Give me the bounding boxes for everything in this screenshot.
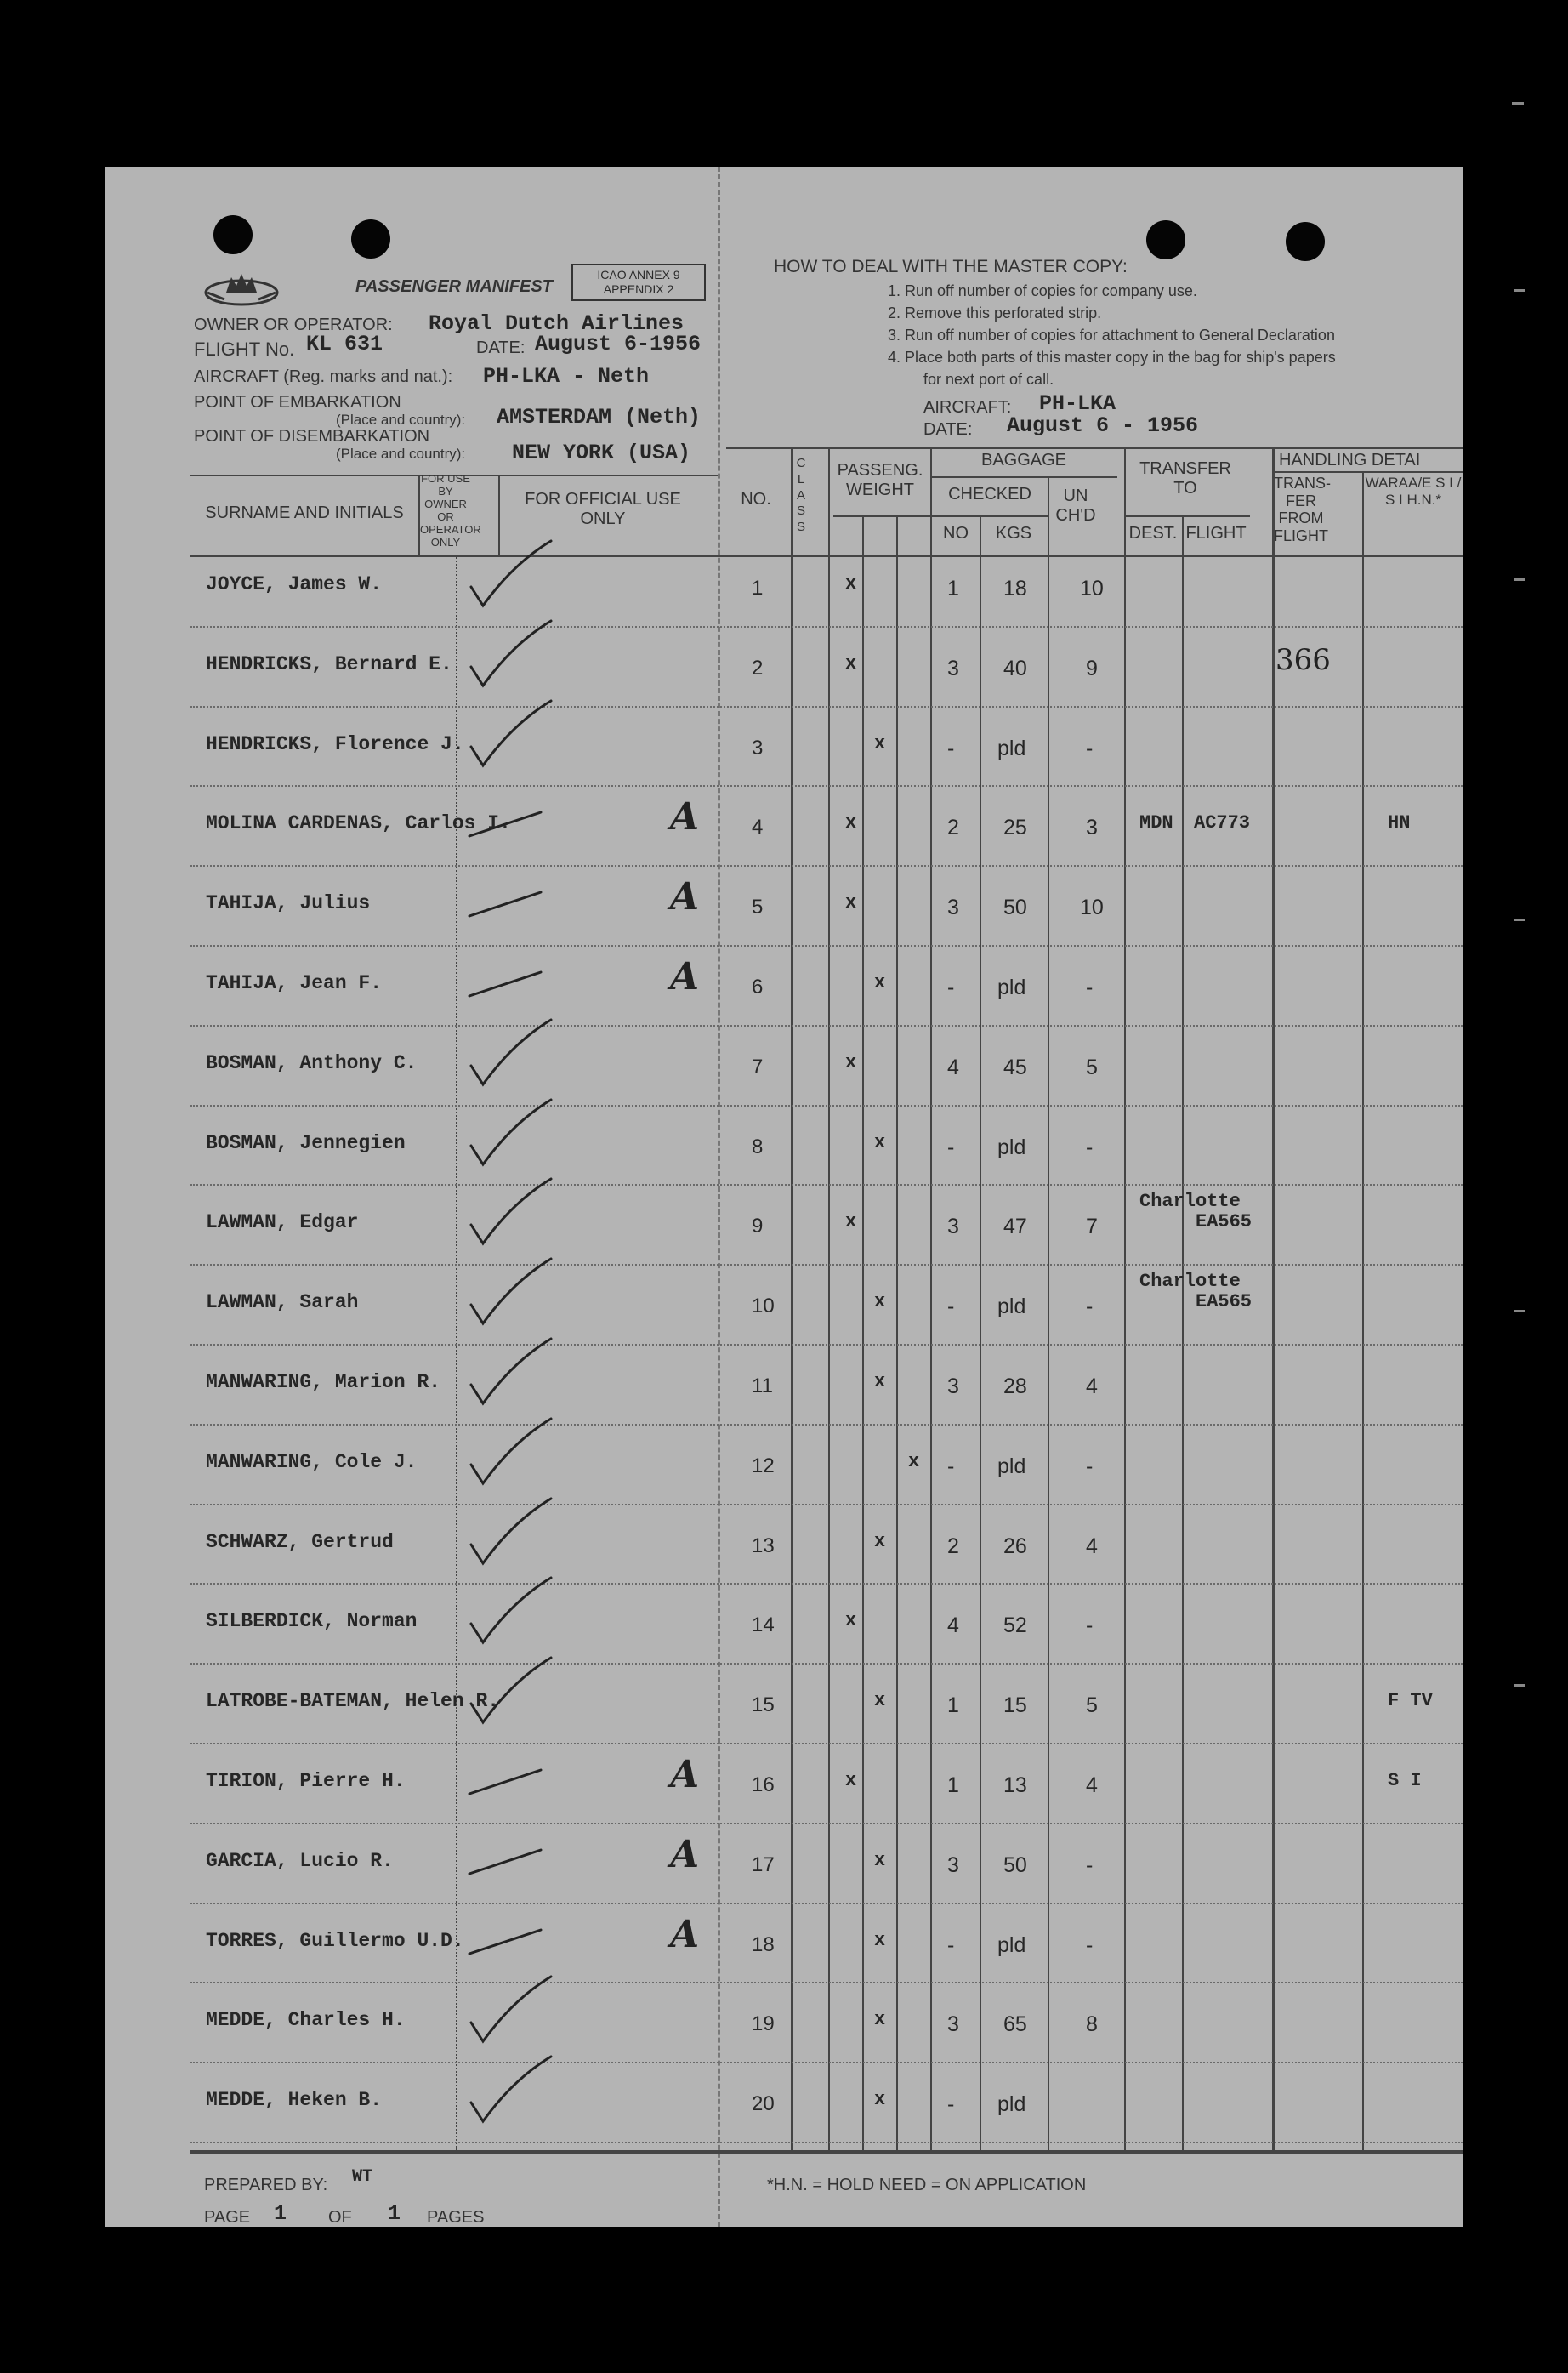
date-value: August 6-1956 <box>535 332 702 356</box>
manifest-page <box>105 167 1463 2227</box>
baggage-kgs: 65 <box>1003 2012 1027 2037</box>
disembarkation-sub-label: (Place and country): <box>336 446 466 462</box>
col-dest-header: DEST. <box>1128 524 1178 543</box>
row-divider <box>190 865 1463 867</box>
of-value: 1 <box>388 2201 401 2226</box>
baggage-no: 2 <box>947 1534 959 1558</box>
flight-no-label: FLIGHT No. <box>194 339 295 360</box>
passenger-weight-mark: x <box>845 1211 857 1233</box>
rule-transfer <box>1126 515 1250 517</box>
prepared-by-value: WT <box>352 2167 373 2187</box>
dash-mark-icon <box>463 777 573 853</box>
check-mark-icon <box>463 1175 573 1252</box>
passenger-weight-mark: x <box>845 652 857 674</box>
baggage-no: 3 <box>947 2012 959 2037</box>
passenger-name: MOLINA CARDENAS, Carlos I. <box>206 812 511 835</box>
row-divider <box>190 1025 1463 1027</box>
rule-handling <box>1274 471 1463 473</box>
check-mark-icon <box>463 1255 573 1332</box>
passenger-no: 20 <box>752 2092 775 2116</box>
official-use-mark: A <box>670 1753 700 1796</box>
passenger-name: TORRES, Guillermo U.D. <box>206 1929 464 1952</box>
baggage-kgs: pld <box>997 1135 1026 1159</box>
scan-edge-marks <box>1503 102 1537 1973</box>
col-waraa-header: WARAA/E S I / S I H.N.* <box>1365 475 1462 508</box>
baggage-unchd: 4 <box>1086 1374 1098 1398</box>
baggage-unchd: 5 <box>1086 1055 1098 1079</box>
col-line-wt3 <box>896 515 898 2150</box>
col-line-waraa <box>1362 471 1364 2150</box>
passenger-weight-mark: x <box>874 2089 886 2111</box>
col-transfer-header: TRANSFER TO <box>1139 459 1231 498</box>
col-owner-use-header: FOR USE BY OWNER OR OPERATOR ONLY <box>420 472 481 549</box>
col-official-header: FOR OFFICIAL USE ONLY <box>525 490 681 528</box>
transfer-from-flight: 366 <box>1275 642 1331 677</box>
check-mark-icon <box>463 538 573 614</box>
baggage-no: - <box>947 1135 955 1159</box>
row-divider <box>190 706 1463 708</box>
passenger-weight-mark: x <box>874 2009 886 2031</box>
row-divider <box>190 1264 1463 1266</box>
hold-need-note: *H.N. = HOLD NEED = ON APPLICATION <box>767 2176 1087 2194</box>
col-no-header: NO. <box>741 490 771 509</box>
baggage-unchd: 10 <box>1080 577 1104 600</box>
baggage-no: 3 <box>947 896 959 920</box>
aircraft-value: PH-LKA - Neth <box>483 364 650 389</box>
passenger-weight-mark: x <box>874 1530 886 1552</box>
col-line-flight <box>1182 515 1184 2150</box>
baggage-no: - <box>947 1295 955 1319</box>
check-mark-icon <box>463 1574 573 1651</box>
passenger-no: 7 <box>752 1055 764 1078</box>
passenger-name: TAHIJA, Jean F. <box>206 972 383 994</box>
baggage-unchd: - <box>1086 1454 1094 1478</box>
passenger-weight-mark: x <box>908 1450 920 1472</box>
baggage-kgs: 47 <box>1003 1215 1027 1239</box>
aircraft-label: AIRCRAFT (Reg. marks and nat.): <box>194 367 453 386</box>
col-line-baggage <box>930 447 932 2150</box>
official-use-mark: A <box>670 875 700 919</box>
instr-aircraft-label: AIRCRAFT: <box>923 398 1012 417</box>
baggage-unchd: 7 <box>1086 1215 1098 1239</box>
baggage-kgs: 18 <box>1003 577 1027 600</box>
col-checked-header: CHECKED <box>948 485 1031 504</box>
baggage-kgs: 13 <box>1003 1773 1027 1797</box>
passenger-weight-mark: x <box>845 1610 857 1632</box>
check-mark-icon <box>463 1415 573 1492</box>
transfer-flight: AC773 <box>1194 812 1251 834</box>
col-bag-no-header: NO <box>943 524 969 543</box>
instruction-item: 4. Place both parts of this master copy in the bag for ship's papers <box>888 349 1336 366</box>
passenger-no: 11 <box>752 1374 773 1397</box>
dash-mark-icon <box>463 1814 573 1891</box>
baggage-kgs: 28 <box>1003 1374 1027 1398</box>
baggage-unchd: - <box>1086 1932 1094 1957</box>
instruction-item: 2. Remove this perforated strip. <box>888 304 1102 322</box>
col-kgs-header: KGS <box>995 524 1032 543</box>
baggage-kgs: 45 <box>1003 1055 1027 1079</box>
baggage-no: 3 <box>947 1215 959 1239</box>
col-class-header: CLASS <box>796 456 806 534</box>
row-divider <box>190 1903 1463 1904</box>
col-handling-header: HANDLING DETAI <box>1279 451 1421 469</box>
col-unchd-header: UN CH'D <box>1055 487 1096 525</box>
instr-aircraft-value: PH-LKA <box>1039 391 1116 416</box>
col-flight-header: FLIGHT <box>1185 524 1247 543</box>
perforated-strip <box>718 167 720 2227</box>
passenger-name: TAHIJA, Julius <box>206 892 371 915</box>
baggage-kgs: 50 <box>1003 1852 1027 1877</box>
check-mark-icon <box>463 1096 573 1173</box>
passenger-no: 13 <box>752 1534 775 1557</box>
passenger-no: 14 <box>752 1613 775 1637</box>
passenger-no: 17 <box>752 1852 775 1876</box>
baggage-kgs: pld <box>997 736 1026 760</box>
airline-crown-logo-icon <box>202 267 281 315</box>
row-divider <box>190 1344 1463 1346</box>
check-mark-icon <box>463 1654 573 1731</box>
baggage-unchd: 4 <box>1086 1534 1098 1558</box>
passenger-no: 6 <box>752 976 764 999</box>
passenger-no: 4 <box>752 816 764 839</box>
header-top-rule-right <box>726 447 1463 449</box>
instr-date-value: August 6 - 1956 <box>1007 413 1199 438</box>
baggage-unchd: 4 <box>1086 1773 1098 1797</box>
date-label: DATE: <box>476 339 526 357</box>
col-line-wt2 <box>862 515 864 2150</box>
passenger-name: SCHWARZ, Gertrud <box>206 1530 394 1553</box>
flight-no-value: KL 631 <box>306 332 383 356</box>
baggage-kgs: pld <box>997 2092 1026 2117</box>
baggage-kgs: 26 <box>1003 1534 1027 1558</box>
page-label: PAGE <box>204 2208 251 2227</box>
official-use-mark: A <box>670 955 700 999</box>
passenger-name: LATROBE-BATEMAN, Helen R. <box>206 1690 500 1713</box>
transfer-flight: EA565 <box>1196 1211 1253 1233</box>
manifest-title: PASSENGER MANIFEST <box>355 277 553 296</box>
baggage-unchd: 10 <box>1080 896 1104 920</box>
official-use-mark: A <box>670 795 700 839</box>
passenger-weight-mark: x <box>845 892 857 914</box>
passenger-name: MEDDE, Charles H. <box>206 2009 406 2032</box>
handling-code: S I <box>1388 1770 1422 1791</box>
row-divider <box>190 1982 1463 1983</box>
check-mark-icon <box>463 2053 573 2130</box>
row-divider <box>190 626 1463 628</box>
disembarkation-label: POINT OF DISEMBARKATION <box>194 427 430 446</box>
col-line-owner-body <box>456 555 457 2150</box>
passenger-no: 15 <box>752 1693 775 1717</box>
passenger-weight-mark: x <box>874 1690 886 1712</box>
disembarkation-value: NEW YORK (USA) <box>512 441 691 465</box>
check-mark-icon <box>463 1016 573 1093</box>
rule-baggage <box>932 476 1117 478</box>
baggage-unchd: - <box>1086 1613 1094 1638</box>
embarkation-label: POINT OF EMBARKATION <box>194 393 401 412</box>
passenger-name: BOSMAN, Jennegien <box>206 1131 406 1154</box>
row-divider <box>190 1504 1463 1505</box>
punch-hole-4 <box>1286 222 1325 261</box>
col-line-owner <box>418 475 420 555</box>
pages-label: PAGES <box>427 2208 485 2227</box>
passenger-name: JOYCE, James W. <box>206 573 383 595</box>
baggage-no: 1 <box>947 1693 959 1718</box>
baggage-kgs: pld <box>997 1932 1026 1957</box>
passenger-name: MEDDE, Heken B. <box>206 2089 383 2112</box>
baggage-kgs: pld <box>997 1454 1026 1478</box>
baggage-no: 3 <box>947 1374 959 1398</box>
passenger-weight-mark: x <box>874 1929 886 1951</box>
dash-mark-icon <box>463 1734 573 1811</box>
baggage-kgs: 50 <box>1003 896 1027 920</box>
baggage-no: 1 <box>947 577 959 600</box>
of-label: OF <box>328 2208 352 2227</box>
transfer-dest: Charlotte <box>1139 1271 1241 1293</box>
passenger-name: LAWMAN, Edgar <box>206 1211 359 1234</box>
passenger-no: 10 <box>752 1295 775 1318</box>
embarkation-value: AMSTERDAM (Neth) <box>497 405 702 430</box>
dash-mark-icon <box>463 936 573 1013</box>
baggage-unchd: 5 <box>1086 1693 1098 1718</box>
passenger-weight-mark: x <box>874 1131 886 1153</box>
passenger-weight-mark: x <box>845 573 857 595</box>
baggage-unchd: - <box>1086 1135 1094 1159</box>
instructions-title: HOW TO DEAL WITH THE MASTER COPY: <box>774 257 1128 276</box>
passenger-no: 1 <box>752 577 764 600</box>
passenger-name: HENDRICKS, Bernard E. <box>206 652 452 675</box>
handling-code: HN <box>1388 812 1411 834</box>
footer-rule <box>190 2150 1463 2154</box>
passenger-weight-mark: x <box>874 1371 886 1392</box>
baggage-no: 4 <box>947 1055 959 1079</box>
rule-checked <box>932 515 1048 517</box>
instruction-item: 1. Run off number of copies for company use. <box>888 282 1197 299</box>
baggage-kgs: 15 <box>1003 1693 1027 1718</box>
baggage-no: - <box>947 2092 955 2117</box>
row-divider <box>190 945 1463 947</box>
passenger-no: 12 <box>752 1454 775 1477</box>
passenger-name: GARCIA, Lucio R. <box>206 1849 394 1872</box>
baggage-unchd: - <box>1086 976 1094 999</box>
instruction-item: 3. Run off number of copies for attachment to General Declaration <box>888 327 1335 344</box>
baggage-kgs: 25 <box>1003 816 1027 840</box>
passenger-no: 19 <box>752 2012 775 2036</box>
passenger-name: MANWARING, Cole J. <box>206 1450 418 1473</box>
baggage-kgs: pld <box>997 976 1026 999</box>
col-line-no <box>791 447 793 2150</box>
punch-hole-1 <box>213 215 253 254</box>
transfer-flight: EA565 <box>1196 1291 1253 1313</box>
passenger-no: 2 <box>752 656 764 680</box>
col-line-transfer <box>1124 447 1126 2150</box>
passenger-no: 18 <box>752 1932 775 1956</box>
passenger-weight-mark: x <box>845 1770 857 1791</box>
baggage-no: 3 <box>947 1852 959 1877</box>
col-surname-header: SURNAME AND INITIALS <box>205 504 404 522</box>
passenger-weight-mark: x <box>874 972 886 993</box>
baggage-no: 3 <box>947 656 959 680</box>
passenger-weight-mark: x <box>874 1291 886 1313</box>
passenger-name: HENDRICKS, Florence J. <box>206 732 464 755</box>
baggage-kgs: pld <box>997 1295 1026 1319</box>
instruction-item: for next port of call. <box>923 371 1054 388</box>
row-divider <box>190 1583 1463 1585</box>
row-divider <box>190 2142 1463 2143</box>
baggage-no: 2 <box>947 816 959 840</box>
row-divider <box>190 785 1463 787</box>
col-line-handling <box>1272 447 1275 2150</box>
check-mark-icon <box>463 1335 573 1412</box>
passenger-weight-mark: x <box>845 812 857 834</box>
row-divider <box>190 1105 1463 1107</box>
row-divider <box>190 1743 1463 1744</box>
prepared-by-label: PREPARED BY: <box>204 2176 328 2194</box>
passenger-name: TIRION, Pierre H. <box>206 1770 406 1792</box>
baggage-no: - <box>947 1454 955 1478</box>
baggage-no: - <box>947 736 955 760</box>
baggage-no: 1 <box>947 1773 959 1797</box>
passenger-no: 9 <box>752 1215 764 1238</box>
baggage-unchd: - <box>1086 1852 1094 1877</box>
official-use-mark: A <box>670 1912 700 1956</box>
col-line-kgs <box>980 515 981 2150</box>
passenger-no: 16 <box>752 1773 775 1796</box>
owner-label: OWNER OR OPERATOR: <box>194 316 393 334</box>
transfer-dest: MDN <box>1139 812 1173 834</box>
baggage-no: 4 <box>947 1613 959 1638</box>
passenger-name: LAWMAN, Sarah <box>206 1291 359 1314</box>
punch-hole-3 <box>1146 220 1185 259</box>
owner-value: Royal Dutch Airlines <box>429 311 685 336</box>
passenger-no: 3 <box>752 736 764 760</box>
handling-code: F TV <box>1388 1690 1433 1712</box>
baggage-kgs: 40 <box>1003 656 1027 680</box>
col-transfer-from-header: TRANS- FER FROM FLIGHT <box>1274 475 1331 545</box>
baggage-unchd: - <box>1086 736 1094 760</box>
baggage-unchd: 8 <box>1086 2012 1098 2037</box>
col-line-unchd <box>1048 476 1049 2150</box>
check-mark-icon <box>463 697 573 774</box>
baggage-no: - <box>947 1932 955 1957</box>
passenger-weight-mark: x <box>874 732 886 754</box>
dash-mark-icon <box>463 856 573 933</box>
check-mark-icon <box>463 1973 573 2050</box>
official-use-mark: A <box>670 1832 700 1876</box>
row-divider <box>190 1424 1463 1426</box>
passenger-weight-mark: x <box>845 1051 857 1073</box>
punch-hole-2 <box>351 219 390 259</box>
baggage-unchd: 9 <box>1086 656 1098 680</box>
passenger-no: 5 <box>752 896 764 919</box>
check-mark-icon <box>463 1495 573 1572</box>
row-divider <box>190 1184 1463 1186</box>
passenger-no: 8 <box>752 1135 764 1158</box>
icao-annex-box: ICAO ANNEX 9 APPENDIX 2 <box>571 264 706 301</box>
baggage-unchd: - <box>1086 1295 1094 1319</box>
passenger-name: SILBERDICK, Norman <box>206 1610 418 1633</box>
check-mark-icon <box>463 617 573 694</box>
col-baggage-header: BAGGAGE <box>980 451 1067 469</box>
col-line-class <box>828 447 830 2150</box>
passenger-name: BOSMAN, Anthony C. <box>206 1051 418 1074</box>
row-divider <box>190 1823 1463 1824</box>
transfer-dest: Charlotte <box>1139 1191 1241 1213</box>
baggage-no: - <box>947 976 955 999</box>
row-divider <box>190 1663 1463 1665</box>
instr-date-label: DATE: <box>923 420 973 439</box>
embarkation-sub-label: (Place and country): <box>336 412 466 428</box>
col-weight-header: PASSENG. WEIGHT <box>837 461 923 499</box>
page-value: 1 <box>274 2201 287 2226</box>
row-divider <box>190 2062 1463 2063</box>
baggage-kgs: 52 <box>1003 1613 1027 1638</box>
passenger-weight-mark: x <box>874 1849 886 1871</box>
baggage-unchd: 3 <box>1086 816 1098 840</box>
dash-mark-icon <box>463 1894 573 1971</box>
rule-weight <box>833 515 932 517</box>
passenger-name: MANWARING, Marion R. <box>206 1371 441 1393</box>
